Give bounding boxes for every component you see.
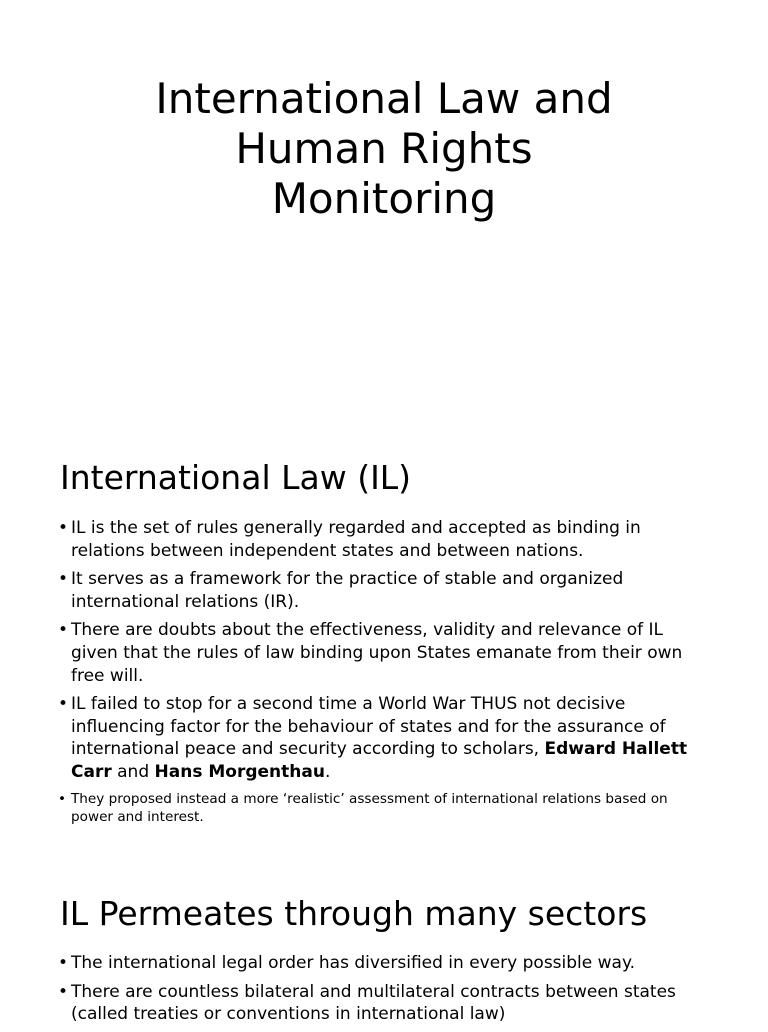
- slide-heading: International Law (IL): [60, 458, 412, 497]
- bullet-text: and: [111, 761, 155, 782]
- sub-bullet-item: • They proposed instead a more ‘realistic’ assessment of international relations based on power and interest.: [58, 790, 698, 826]
- bullet-item: [58, 693, 698, 783]
- bullet-item: • It serves as a framework for the practice of stable and organized international relations (IR).: [58, 568, 698, 613]
- bullet-item: • IL is the set of rules generally regarded and accepted as binding in relations between independent states and between nations.: [58, 517, 698, 562]
- bullet-list: [58, 517, 698, 832]
- bullet-list: [58, 952, 718, 1032]
- bullet-item: • There are countless bilateral and multilateral contracts between states (called treaties or conventions in international law): [58, 981, 718, 1026]
- bullet-text: IL failed to stop for a second time a World War THUS not decisive influencing factor for the behaviour of states and for the assurance of international peace and security according to scholars,: [71, 694, 666, 760]
- slide-il-sectors: [0, 864, 768, 1024]
- bullet-item: • There are doubts about the effectiveness, validity and relevance of IL given that the rules of law binding upon States emanate from their own free will.: [58, 619, 698, 687]
- slide-title: [0, 0, 768, 432]
- slide-international-law: [0, 432, 768, 864]
- scholar-name: Hans Morgenthau: [154, 761, 325, 782]
- scholar-name: Edward Hallett Carr: [71, 739, 688, 782]
- bullet-item: • The international legal order has diversified in every possible way.: [58, 952, 718, 975]
- title-line: Human Rights: [235, 124, 533, 173]
- slide-heading: IL Permeates through many sectors: [60, 894, 648, 933]
- presentation-title: [60, 74, 708, 224]
- title-line: International Law and: [155, 74, 613, 123]
- title-line: Monitoring: [271, 174, 497, 223]
- bullet-text: .: [324, 761, 331, 782]
